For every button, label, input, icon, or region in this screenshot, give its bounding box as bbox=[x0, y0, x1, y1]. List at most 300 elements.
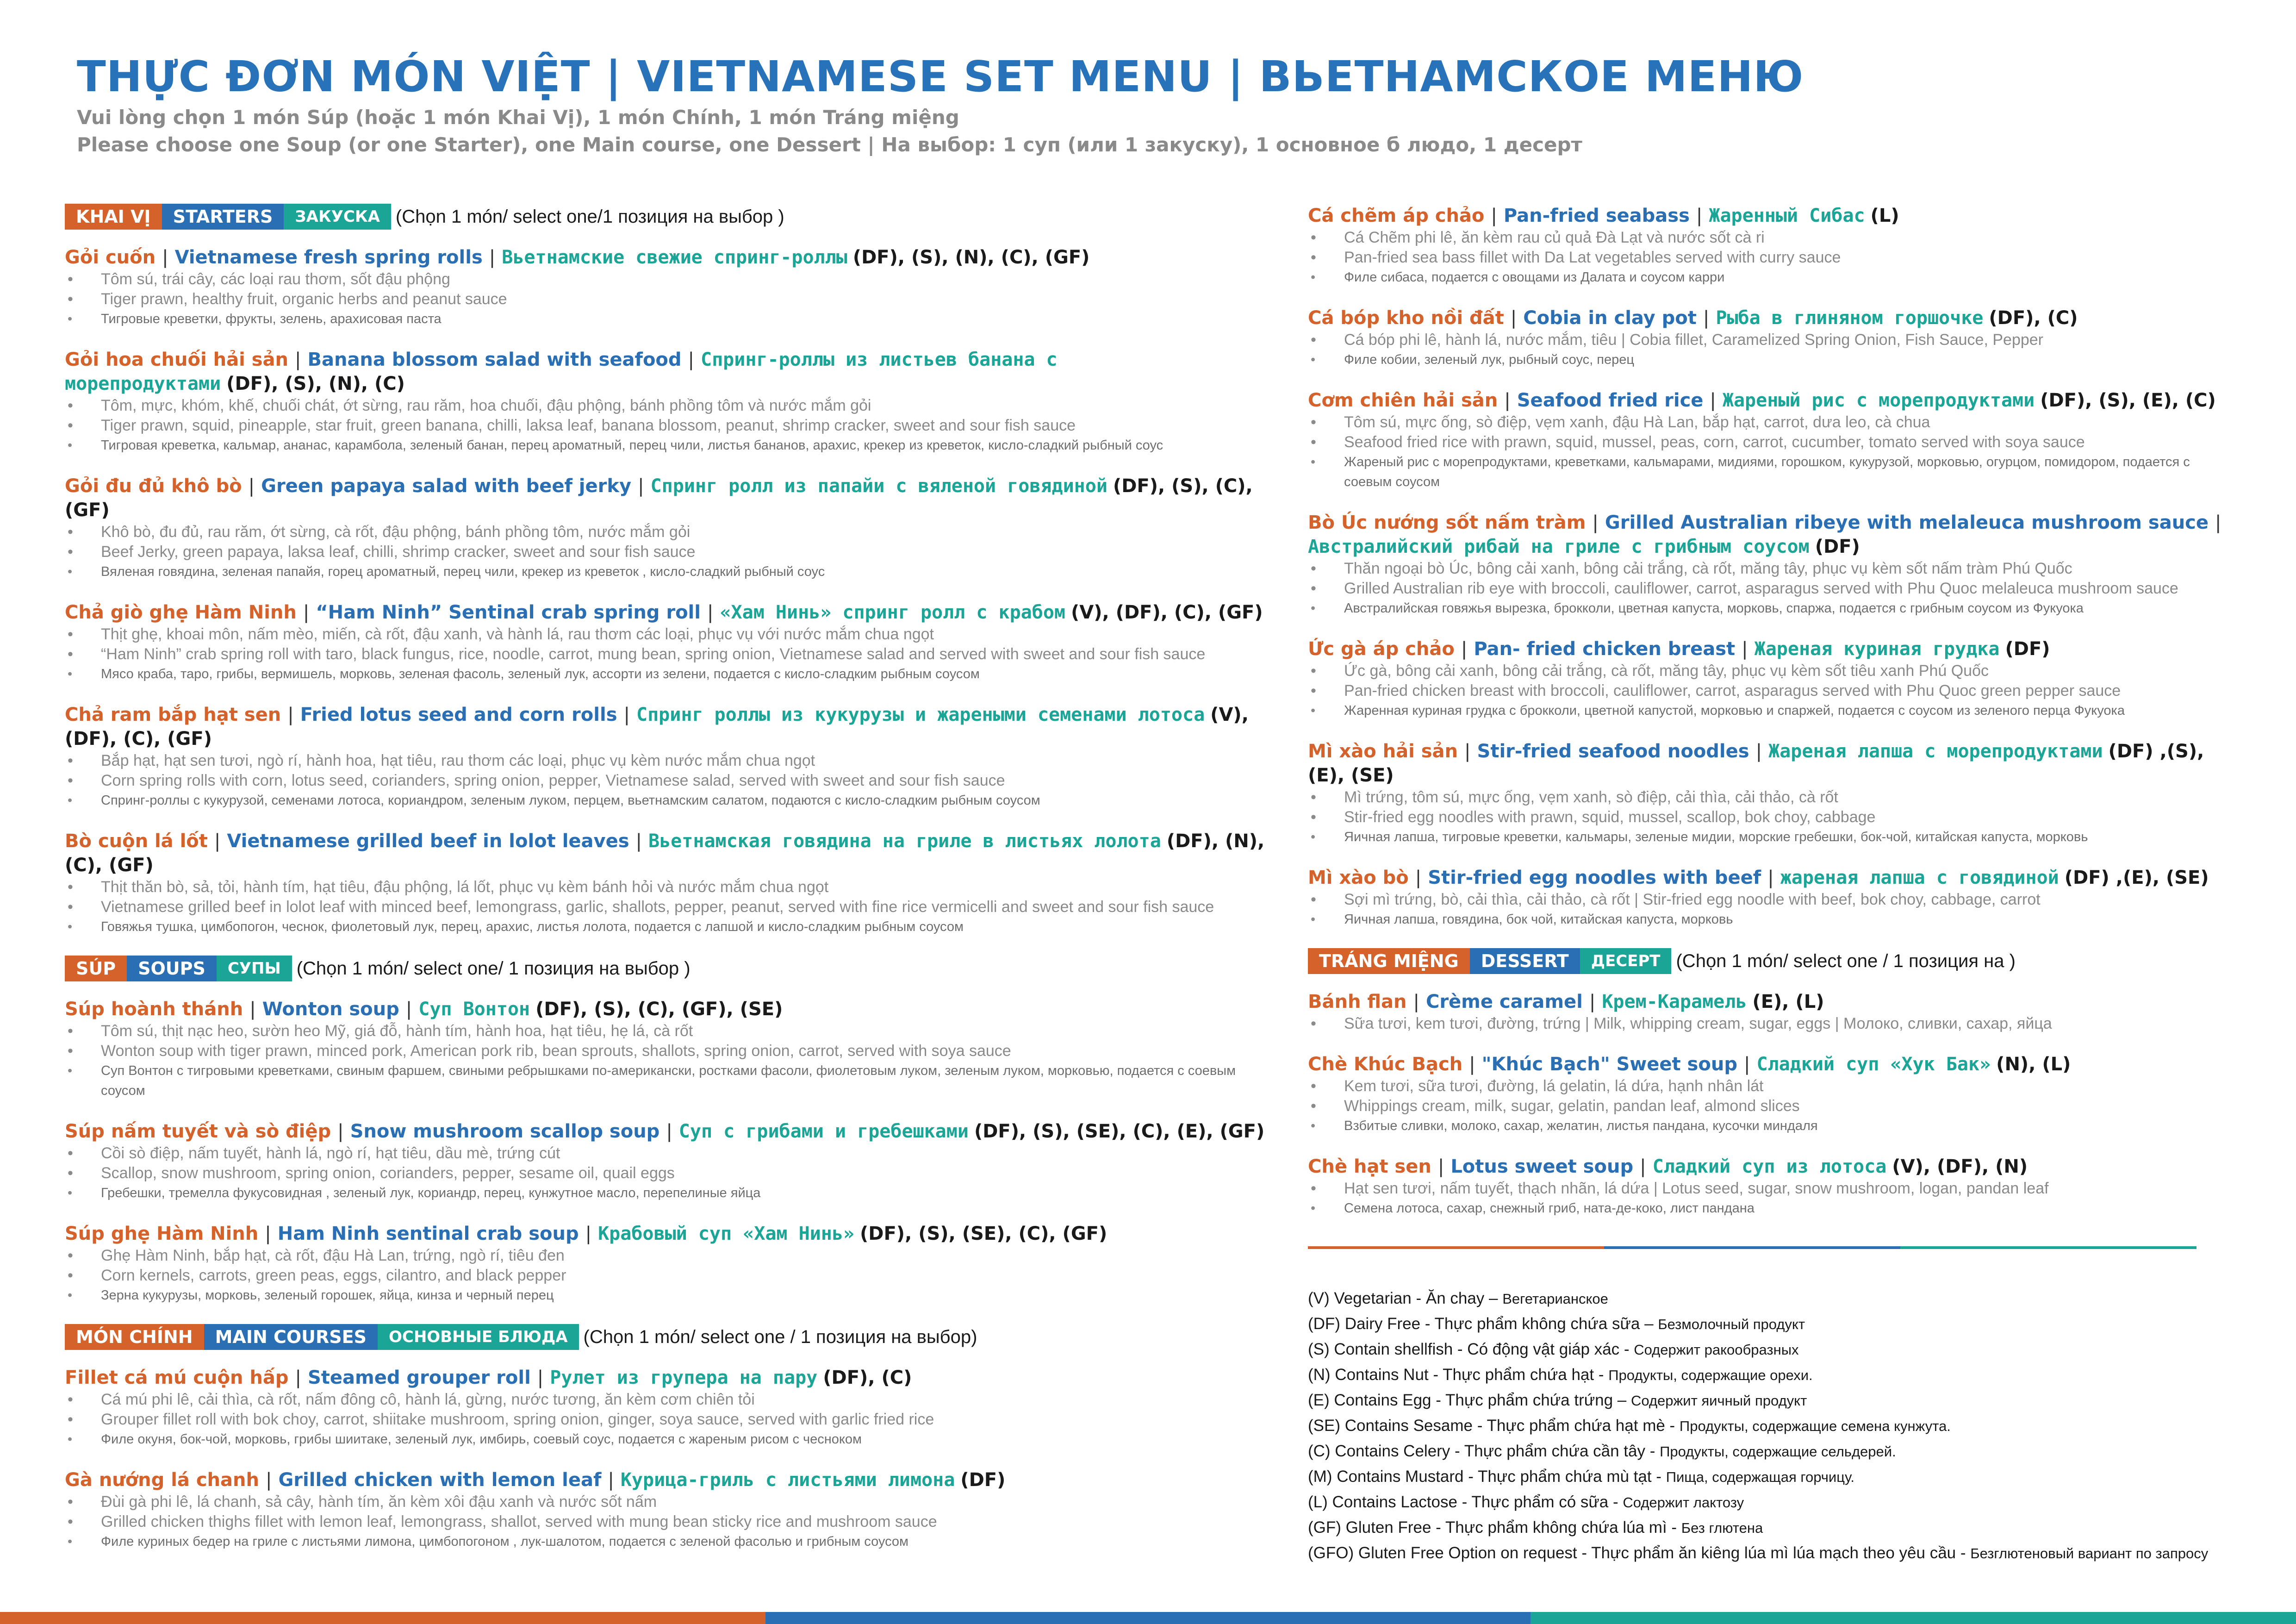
select-note: (Chọn 1 món/ select one/ 1 позиция на выбор ) bbox=[296, 958, 691, 979]
dish-title bbox=[1308, 1155, 2234, 1179]
dish-name-ru: Сладкий суп из лотоса bbox=[1652, 1156, 1887, 1177]
menu-item bbox=[65, 829, 1282, 937]
separator: | bbox=[337, 1121, 344, 1142]
separator: | bbox=[608, 1469, 614, 1491]
dish-description bbox=[68, 1390, 1282, 1449]
legend-main: (GF) Gluten Free - Thực phẩm không chứa lúa mì - bbox=[1308, 1518, 1681, 1537]
dietary-codes: (DF), (S), (SE), (C), (E), (GF) bbox=[974, 1121, 1265, 1142]
dietary-codes: (E), (L) bbox=[1752, 991, 1824, 1012]
dietary-codes: (DF), (S), (C), (GF), (SE) bbox=[535, 999, 783, 1020]
legend-ru: Продукты, содержащие сельдерей. bbox=[1660, 1443, 1896, 1460]
dish-title bbox=[65, 703, 1282, 751]
menu-item bbox=[65, 600, 1282, 684]
separator: | bbox=[1755, 741, 1762, 762]
subtitle-vietnamese: Vui lòng chọn 1 món Súp (hoặc 1 món Khai Vị), 1 món Chính, 1 món Tráng miệng bbox=[77, 106, 959, 129]
dish-name-ru: Рулет из групера на пару bbox=[550, 1367, 818, 1388]
menu-item bbox=[65, 1366, 1282, 1449]
dish-name-en: Lotus sweet soup bbox=[1450, 1156, 1634, 1177]
description-line: • Pan-fried chicken breast with broccoli, cauliflower, carrot, asparagus served with Phu Quoc green pepper sauce bbox=[1311, 681, 2234, 701]
dish-name-ru: Спринг роллы из кукурузы и жареными семенами лотоса bbox=[636, 704, 1205, 725]
legend-main: (V) Vegetarian - Ăn chay – bbox=[1308, 1289, 1503, 1307]
dish-description bbox=[1311, 412, 2234, 492]
tag-en: MAIN COURSES bbox=[204, 1324, 378, 1350]
dish-description bbox=[1311, 661, 2234, 721]
legend-ru: Продукты, содержащие семена кунжута. bbox=[1679, 1418, 1951, 1434]
separator: | bbox=[489, 247, 496, 268]
dish-name-vi: Cá bóp kho nồi đất bbox=[1308, 307, 1504, 329]
description-line: • Sợi mì trứng, bò, cải thìa, cải thảo, cà rốt | Stir-fried egg noodle with beef, bok choy, cabbage, carrot bbox=[1311, 890, 2234, 910]
page-title: THỰC ĐƠN MÓN VIỆT | VIETNAMESE SET MENU | ВЬЕТНАМСКОЕ МЕНЮ bbox=[77, 52, 1804, 101]
menu-item bbox=[65, 1468, 1282, 1552]
tag-vi: SÚP bbox=[65, 956, 127, 981]
legend-entry bbox=[1308, 1413, 2234, 1439]
subtitle-english-russian: Please choose one Soup (or one Starter), one Main course, one Dessert | На выбор: 1 суп (или 1 закуску), 1 основное б людо, 1 десерт bbox=[77, 133, 1582, 156]
separator: | bbox=[295, 349, 301, 370]
legend-entry bbox=[1308, 1362, 2234, 1388]
dish-title bbox=[1308, 739, 2234, 787]
mains-list-right bbox=[1308, 204, 2234, 930]
legend-ru: Продукты, содержащие орехи. bbox=[1608, 1367, 1813, 1383]
legend-ru: Вегетарианское bbox=[1502, 1291, 1608, 1307]
separator: | bbox=[1592, 512, 1599, 533]
description-line-ru: • Взбитые сливки, молоко, сахар, желатин, листья пандана, кусочки миндаля bbox=[1311, 1116, 2234, 1136]
separator: | bbox=[1510, 307, 1517, 329]
dish-name-en: Green papaya salad with beef jerky bbox=[261, 475, 632, 497]
dish-description bbox=[68, 396, 1282, 456]
description-line: • Thăn ngoại bò Úc, bông cải xanh, bông cải trắng, cà rốt, măng tây, phục vụ kèm sốt nấm tràm Phú Quốc bbox=[1311, 559, 2234, 579]
dietary-codes: (DF) bbox=[1815, 536, 1860, 557]
dish-title bbox=[1308, 204, 2234, 228]
description-line: • Grilled chicken thighs fillet with lemon leaf, lemongrass, shallot, served with mung bean sticky rice and mushroom sauce bbox=[68, 1512, 1282, 1532]
separator: | bbox=[1767, 867, 1774, 888]
tag-en: SOUPS bbox=[127, 956, 217, 981]
dish-name-vi: Cá chẽm áp chảo bbox=[1308, 205, 1485, 226]
dish-name-ru: Австралийский рибай на гриле с грибным соусом bbox=[1308, 536, 1810, 557]
menu-item bbox=[1308, 637, 2234, 721]
description-line-ru: • Семена лотоса, сахар, снежный гриб, ната-де-коко, лист пандана bbox=[1311, 1199, 2234, 1218]
separator: | bbox=[1742, 638, 1748, 660]
description-line: • Corn kernels, carrots, green peas, eggs, cilantro, and black pepper bbox=[68, 1266, 1282, 1286]
dietary-codes: (DF), (N), (C), (GF) bbox=[65, 831, 1265, 876]
dish-title bbox=[1308, 866, 2234, 890]
dietary-codes: (DF), (C) bbox=[823, 1367, 912, 1388]
dietary-codes: (DF), (C) bbox=[1989, 307, 2078, 329]
dish-name-en: "Khúc Bạch" Sweet soup bbox=[1481, 1054, 1737, 1075]
separator: | bbox=[1413, 991, 1419, 1012]
menu-item bbox=[1308, 388, 2234, 492]
description-line-ru: • Спринг-роллы с кукурузой, семенами лотоса, кориандром, зеленым луком, перцем, вьетнамским салатом, подаются с кисло-сладким рыбным соусом bbox=[68, 791, 1282, 811]
dish-name-ru: Спринг ролл из папайи с вяленой говядиной bbox=[650, 475, 1108, 497]
dietary-codes: (DF), (S), (E), (C) bbox=[2040, 390, 2216, 411]
dish-name-vi: Bò cuộn lá lốt bbox=[65, 831, 208, 852]
description-line-ru: • Зерна кукурузы, морковь, зеленый горошек, яйца, кинза и черный перец bbox=[68, 1286, 1282, 1305]
select-note: (Chọn 1 món/ select one/1 позиция на выбор ) bbox=[395, 206, 784, 227]
dish-name-ru: Жареная лапша с морепродуктами bbox=[1768, 741, 2103, 762]
dish-name-ru: «Хам Нинь» спринг ролл с крабом bbox=[720, 602, 1066, 623]
separator: | bbox=[1504, 390, 1511, 411]
description-line: • Khô bò, đu đủ, rau răm, ớt sừng, cà rốt, đậu phộng, bánh phồng tôm, nước mắm gỏi bbox=[68, 522, 1282, 542]
dish-description bbox=[1311, 330, 2234, 370]
menu-item bbox=[65, 997, 1282, 1101]
description-line: • Tiger prawn, healthy fruit, organic herbs and peanut sauce bbox=[68, 289, 1282, 309]
dish-name-en: Crème caramel bbox=[1425, 991, 1583, 1012]
description-line-ru: • Суп Вонтон с тигровыми креветками, свиным фаршем, свиными ребрышками по-американски, ростками фасоли, фиолетовым луком, зеленым луком, морковью, подается с соевым соусом bbox=[68, 1061, 1282, 1101]
legend-ru: Содержит яичный продукт bbox=[1631, 1393, 1807, 1409]
section-header-starters bbox=[65, 204, 1282, 230]
separator: | bbox=[1703, 307, 1710, 329]
dish-title bbox=[1308, 990, 2234, 1014]
dish-name-en: Stir-fried egg noodles with beef bbox=[1428, 867, 1761, 888]
dish-description bbox=[1311, 1076, 2234, 1136]
dish-name-vi: Chả ram bắp hạt sen bbox=[65, 704, 281, 725]
dietary-codes: (DF) ,(E), (SE) bbox=[2064, 867, 2209, 888]
dish-title bbox=[65, 245, 1282, 269]
description-line: • Wonton soup with tiger prawn, minced pork, American pork rib, bean sprouts, shallots, spring onion, carrot, served with soya sauce bbox=[68, 1041, 1282, 1061]
dish-name-vi: Gỏi hoa chuối hải sản bbox=[65, 349, 288, 370]
tag-ru: ДЕСЕРТ bbox=[1580, 948, 1672, 974]
mains-list-left bbox=[65, 1366, 1282, 1552]
dish-description bbox=[1311, 559, 2234, 618]
dietary-codes: (N), (L) bbox=[1996, 1054, 2071, 1075]
dish-title bbox=[65, 1119, 1282, 1143]
description-line: • Sữa tươi, kem tươi, đường, trứng | Milk, whipping cream, sugar, eggs | Молоко, сливки, сахар, яйца bbox=[1311, 1014, 2234, 1034]
menu-item bbox=[65, 1222, 1282, 1305]
dish-title bbox=[1308, 388, 2234, 412]
separator: | bbox=[248, 475, 255, 497]
description-line: • Tôm, mực, khóm, khế, chuối chát, ớt sừng, rau răm, hoa chuối, đậu phộng, bánh phồng tôm và nước mắm gỏi bbox=[68, 396, 1282, 416]
dish-description bbox=[1311, 890, 2234, 930]
menu-item bbox=[1308, 739, 2234, 847]
tag-en: STARTERS bbox=[162, 204, 284, 230]
dish-name-vi: Súp hoành thánh bbox=[65, 999, 243, 1020]
description-line: • Vietnamese grilled beef in lolot leaf with minced beef, lemongrass, garlic, shallots, pepper, peanut, served with fine rice vermicelli and sweet and sour fish sauce bbox=[68, 897, 1282, 917]
tag-ru: ЗАКУСКА bbox=[284, 204, 391, 230]
dietary-codes: (DF), (S), (SE), (C), (GF) bbox=[859, 1223, 1108, 1244]
dish-name-vi: Gỏi cuốn bbox=[65, 247, 156, 268]
legend-entry bbox=[1308, 1464, 2234, 1490]
dish-name-vi: Gà nướng lá chanh bbox=[65, 1469, 259, 1491]
description-line: • Scallop, snow mushroom, spring onion, corianders, pepper, sesame oil, quail eggs bbox=[68, 1163, 1282, 1183]
legend-ru: Содержит ракообразных bbox=[1634, 1342, 1799, 1358]
dish-name-en: Fried lotus seed and corn rolls bbox=[300, 704, 617, 725]
dish-name-ru: Крабовый суп «Хам Нинь» bbox=[598, 1223, 854, 1244]
description-line-ru: • Австралийская говяжья вырезка, брокколи, цветная капуста, морковь, спаржа, подается с грибным соусом из Фукуока bbox=[1311, 599, 2234, 618]
starters-list bbox=[65, 245, 1282, 937]
tag-vi: MÓN CHÍNH bbox=[65, 1324, 204, 1350]
description-line: • Seafood fried rice with prawn, squid, mussel, peas, corn, carrot, cucumber, tomato served with soya sauce bbox=[1311, 432, 2234, 452]
dish-name-ru: Суп с грибами и гребешками bbox=[678, 1121, 969, 1142]
separator: | bbox=[1461, 638, 1468, 660]
dish-description bbox=[68, 1246, 1282, 1305]
separator: | bbox=[1743, 1054, 1750, 1075]
dietary-codes: (DF), (S), (N), (C) bbox=[226, 373, 405, 394]
separator: | bbox=[635, 831, 642, 852]
menu-item bbox=[65, 245, 1282, 329]
legend-entry bbox=[1308, 1337, 2234, 1362]
legend-entry bbox=[1308, 1515, 2234, 1541]
description-line-ru: • Вяленая говядина, зеленая папайя, горец ароматный, перец чили, крекер из креветок , кисло-сладкий рыбный соус bbox=[68, 562, 1282, 582]
dish-name-vi: Súp ghẹ Hàm Ninh bbox=[65, 1223, 259, 1244]
dish-name-en: Pan-fried seabass bbox=[1503, 205, 1690, 226]
legend-entry bbox=[1308, 1490, 2234, 1515]
legend-entry bbox=[1308, 1388, 2234, 1413]
description-line: • Corn spring rolls with corn, lotus seed, corianders, spring onion, pepper, Vietnamese salad, served with sweet and sour fish sauce bbox=[68, 771, 1282, 791]
description-line: • Ức gà, bông cải xanh, bông cải trắng, cà rốt, măng tây, phục vụ kèm sốt tiêu xanh Phú Quốc bbox=[1311, 661, 2234, 681]
description-line-ru: • Тигровые креветки, фрукты, зелень, арахисовая паста bbox=[68, 309, 1282, 329]
description-line-ru: • Гребешки, тремелла фукусовидная , зеленый лук, кориандр, перец, кунжутное масло, перепелиные яйца bbox=[68, 1183, 1282, 1203]
dietary-codes: (DF) bbox=[2005, 638, 2050, 660]
description-line: • Đùi gà phi lê, lá chanh, sả cây, hành tím, ăn kèm xôi đậu xanh và nước sốt nấm bbox=[68, 1492, 1282, 1512]
separator: | bbox=[585, 1223, 592, 1244]
separator: | bbox=[623, 704, 630, 725]
description-line: • Mì trứng, tôm sú, mực ống, vẹm xanh, sò điệp, cải thìa, cải thảo, cà rốt bbox=[1311, 787, 2234, 807]
dish-description bbox=[68, 877, 1282, 937]
dish-name-ru: Рыба в глиняном горшочке bbox=[1716, 307, 1984, 329]
menu-item bbox=[1308, 990, 2234, 1034]
menu-item bbox=[65, 703, 1282, 811]
description-line: • Stir-fried egg noodles with prawn, squid, mussel, scallop, bok choy, cabbage bbox=[1311, 807, 2234, 827]
dish-name-ru: Курица-гриль с листьями лимона bbox=[620, 1469, 955, 1491]
description-line: • Grilled Australian rib eye with broccoli, cauliflower, carrot, asparagus served with Phu Quoc melaleuca mushroom sauce bbox=[1311, 579, 2234, 599]
dish-name-en: Steamed grouper roll bbox=[308, 1367, 531, 1388]
description-line-ru: • Филе куриных бедер на гриле с листьями лимона, цимбопогоном , лук-шалотом, подается с зеленой фасолью и грибным соусом bbox=[68, 1532, 1282, 1552]
separator: | bbox=[1464, 741, 1471, 762]
description-line-ru: • Мясо краба, таро, грибы, вермишель, морковь, зеленая фасоль, зеленый лук, ассорти из зелени, подается с кисло-сладким рыбным соусом bbox=[68, 664, 1282, 684]
dish-name-vi: Bò Úc nướng sốt nấm tràm bbox=[1308, 512, 1586, 533]
separator: | bbox=[1640, 1156, 1646, 1177]
menu-item bbox=[1308, 1052, 2234, 1136]
dish-title bbox=[1308, 306, 2234, 330]
legend-entry bbox=[1308, 1439, 2234, 1464]
separator: | bbox=[265, 1223, 271, 1244]
legend-divider bbox=[1308, 1246, 2196, 1249]
tag-ru: ОСНОВНЫЕ БЛЮДА bbox=[378, 1324, 579, 1350]
description-line: • Cá bóp phi lê, hành lá, nước mắm, tiêu | Cobia fillet, Caramelized Spring Onion, Fish Sauce, Pepper bbox=[1311, 330, 2234, 350]
tag-vi: TRÁNG MIỆNG bbox=[1308, 948, 1470, 974]
description-line-ru: • Говяжья тушка, цимбопогон, чеснок, фиолетовый лук, перец, арахис, листья лолота, подается с лапшой и кисло-сладким рыбным соусом bbox=[68, 917, 1282, 937]
select-note: (Chọn 1 món/ select one / 1 позиция на выбор) bbox=[583, 1326, 977, 1347]
menu-item bbox=[1308, 866, 2234, 930]
desserts-list bbox=[1308, 990, 2234, 1218]
legend-entry bbox=[1308, 1312, 2234, 1337]
menu-item bbox=[1308, 306, 2234, 370]
menu-item bbox=[1308, 511, 2234, 618]
description-line: • Thịt ghẹ, khoai môn, nấm mèo, miến, cà rốt, đậu xanh, và hành lá, rau thơm các loại, phục vụ với nước mắm chua ngọt bbox=[68, 625, 1282, 644]
dish-description bbox=[68, 1492, 1282, 1552]
dish-name-ru: Суп Вонтон bbox=[418, 999, 530, 1020]
bottom-color-bar bbox=[0, 1612, 2296, 1624]
separator: | bbox=[295, 1367, 301, 1388]
dish-name-ru: Сладкий суп «Хук Бак» bbox=[1756, 1054, 1991, 1075]
tag-ru: СУПЫ bbox=[217, 956, 292, 981]
dish-title bbox=[65, 1366, 1282, 1390]
description-line: • Kem tươi, sữa tươi, đường, lá gelatin, lá dứa, hạnh nhân lát bbox=[1311, 1076, 2234, 1096]
dish-title bbox=[65, 1222, 1282, 1246]
dietary-codes: (DF) ,(S), (E), (SE) bbox=[1308, 741, 2204, 786]
description-line: • Beef Jerky, green papaya, laksa leaf, chilli, shrimp cracker, sweet and sour fish sauce bbox=[68, 542, 1282, 562]
left-column bbox=[65, 204, 1282, 1570]
dietary-codes: (V), (DF), (C), (GF) bbox=[65, 704, 1249, 750]
legend-main: (N) Contains Nut - Thực phẩm chứa hạt - bbox=[1308, 1366, 1609, 1384]
dish-title bbox=[65, 997, 1282, 1021]
dish-description bbox=[68, 522, 1282, 582]
legend-ru: Пища, содержащая горчицу. bbox=[1666, 1469, 1855, 1485]
dish-title bbox=[1308, 1052, 2234, 1076]
description-line-ru: • Яичная лапша, тигровые креветки, кальмары, зеленые мидии, морские гребешки, бок-чой, китайская капуста, морковь bbox=[1311, 827, 2234, 847]
dish-name-vi: Chả giò ghẹ Hàm Ninh bbox=[65, 602, 297, 623]
menu-item bbox=[1308, 204, 2234, 287]
description-line: • Cá Chẽm phi lê, ăn kèm rau củ quả Đà Lạt và nước sốt cà ri bbox=[1311, 228, 2234, 248]
section-header-desserts bbox=[1308, 948, 2234, 974]
dish-description bbox=[68, 625, 1282, 684]
dish-description bbox=[68, 269, 1282, 329]
separator: | bbox=[1696, 205, 1703, 226]
dish-name-ru: Вьетнамская говядина на гриле в листьях лолота bbox=[648, 831, 1161, 852]
description-line: • Tôm sú, mực ống, sò điệp, vẹm xanh, đậu Hà Lan, bắp hạt, carrot, dưa leo, cà chua bbox=[1311, 412, 2234, 432]
legend-main: (L) Contains Lactose - Thực phẩm có sữa - bbox=[1308, 1493, 1623, 1511]
dietary-codes: (L) bbox=[1870, 205, 1899, 226]
description-line: • Tôm sú, trái cây, các loại rau thơm, sốt đậu phộng bbox=[68, 269, 1282, 289]
separator: | bbox=[1589, 991, 1596, 1012]
dish-name-en: Snow mushroom scallop soup bbox=[350, 1121, 660, 1142]
legend-main: (SE) Contains Sesame - Thực phẩm chứa hạt mè - bbox=[1308, 1417, 1680, 1435]
dish-title bbox=[65, 829, 1282, 877]
separator: | bbox=[214, 831, 221, 852]
section-header-soups bbox=[65, 956, 1282, 981]
dish-name-en: Vietnamese fresh spring rolls bbox=[174, 247, 483, 268]
menu-item bbox=[65, 348, 1282, 456]
separator: | bbox=[638, 475, 644, 497]
dish-name-vi: Mì xào bò bbox=[1308, 867, 1409, 888]
legend-main: (DF) Dairy Free - Thực phẩm không chứa sữa – bbox=[1308, 1315, 1658, 1333]
legend-main: (GFO) Gluten Free Option on request - Thực phẩm ăn kiêng lúa mì lúa mạch theo yêu cầu - bbox=[1308, 1544, 1971, 1562]
dish-name-vi: Cơm chiên hải sản bbox=[1308, 390, 1498, 411]
dietary-codes: (V), (DF), (C), (GF) bbox=[1071, 602, 1263, 623]
description-line: • “Ham Ninh” crab spring roll with taro, black fungus, rice, noodle, carrot, mung bean, spring onion, Vietnamese salad and served with sweet and sour fish sauce bbox=[68, 644, 1282, 664]
dietary-codes: (V), (DF), (N) bbox=[1892, 1156, 2028, 1177]
legend-main: (S) Contain shellfish - Có động vật giáp xác - bbox=[1308, 1340, 1634, 1358]
description-line-ru: • Филе окуня, бок-чой, морковь, грибы шиитаке, зеленый лук, имбирь, соевый соус, подается с жареным рисом с чесноком bbox=[68, 1430, 1282, 1449]
dish-name-vi: Chè hạt sen bbox=[1308, 1156, 1431, 1177]
dish-name-vi: Fillet cá mú cuộn hấp bbox=[65, 1367, 289, 1388]
dish-description bbox=[1311, 228, 2234, 287]
separator: | bbox=[265, 1469, 272, 1491]
separator: | bbox=[405, 999, 412, 1020]
dish-name-ru: Крем-Карамель bbox=[1602, 991, 1747, 1012]
dish-name-ru: жареная лапша с говядиной bbox=[1780, 867, 2059, 888]
separator: | bbox=[249, 999, 256, 1020]
dish-name-en: Cobia in clay pot bbox=[1523, 307, 1697, 329]
separator: | bbox=[162, 247, 168, 268]
dish-name-vi: Gỏi đu đủ khô bò bbox=[65, 475, 242, 497]
description-line: • Ghẹ Hàm Ninh, bắp hạt, cà rốt, đậu Hà Lan, trứng, ngò rí, tiêu đen bbox=[68, 1246, 1282, 1266]
dish-name-vi: Chè Khúc Bạch bbox=[1308, 1054, 1463, 1075]
dish-name-ru: Жаренный Сибас bbox=[1709, 205, 1865, 226]
dish-name-vi: Bánh flan bbox=[1308, 991, 1407, 1012]
tag-en: DESSERT bbox=[1470, 948, 1580, 974]
separator: | bbox=[1415, 867, 1422, 888]
dish-title bbox=[1308, 511, 2234, 559]
description-line-ru: • Яичная лапша, говядина, бок чой, китайская капуста, морковь bbox=[1311, 910, 2234, 930]
section-header-mains bbox=[65, 1324, 1282, 1350]
dish-description bbox=[68, 1021, 1282, 1101]
dish-name-en: Pan- fried chicken breast bbox=[1474, 638, 1736, 660]
right-column bbox=[1308, 204, 2234, 1566]
description-line: • Tiger prawn, squid, pineapple, star fruit, green banana, chilli, laksa leaf, banana blossom, peanut, shrimp cracker, sweet and sour fish sauce bbox=[68, 416, 1282, 436]
separator: | bbox=[303, 602, 310, 623]
dish-title bbox=[65, 600, 1282, 625]
dish-title bbox=[1308, 637, 2234, 661]
dish-name-en: Seafood fried rice bbox=[1517, 390, 1704, 411]
separator: | bbox=[537, 1367, 544, 1388]
legend-main: (C) Contains Celery - Thực phẩm chứa cần tây - bbox=[1308, 1442, 1660, 1460]
separator: | bbox=[1491, 205, 1497, 226]
description-line: • Tôm sú, thịt nạc heo, sườn heo Mỹ, giá đỗ, hành tím, hành hoa, hạt tiêu, hẹ lá, cà rốt bbox=[68, 1021, 1282, 1041]
separator: | bbox=[707, 602, 714, 623]
dish-name-ru: Жареная куриная грудка bbox=[1754, 638, 2000, 660]
separator: | bbox=[1469, 1054, 1475, 1075]
dish-name-en: Vietnamese grilled beef in lolot leaves bbox=[227, 831, 629, 852]
dish-name-ru: Вьетнамские свежие спринг-роллы bbox=[502, 247, 847, 268]
description-line: • Cồi sò điệp, nấm tuyết, hành lá, ngò rí, hạt tiêu, dầu mè, trứng cút bbox=[68, 1143, 1282, 1163]
dietary-codes: (DF) bbox=[960, 1469, 1006, 1491]
dish-description bbox=[1311, 1014, 2234, 1034]
separator: | bbox=[287, 704, 294, 725]
dish-name-vi: Ức gà áp chảo bbox=[1308, 638, 1455, 660]
dish-title bbox=[65, 1468, 1282, 1492]
dish-description bbox=[68, 751, 1282, 811]
separator: | bbox=[688, 349, 695, 370]
soups-list bbox=[65, 997, 1282, 1305]
description-line: • Bắp hạt, hạt sen tươi, ngò rí, hành hoa, hạt tiêu, rau thơm các loại, phục vụ kèm nước mắm chua ngọt bbox=[68, 751, 1282, 771]
separator: | bbox=[666, 1121, 672, 1142]
description-line-ru: • Тигровая креветка, кальмар, ананас, карамбола, зеленый банан, перец ароматный, перец чили, листья бананов, арахис, крекер из креветок, кисло-сладкий рыбный соус bbox=[68, 436, 1282, 456]
description-line-ru: • Жареный рис с морепродуктами, креветками, кальмарами, мидиями, горошком, кукурузой, морковью, огурцом, помидором, подается с соевым соусом bbox=[1311, 452, 2234, 492]
allergen-legend bbox=[1308, 1286, 2234, 1566]
separator: | bbox=[1437, 1156, 1444, 1177]
description-line-ru: • Филе сибаса, подается с овощами из Далата и соусом карри bbox=[1311, 268, 2234, 287]
legend-main: (E) Contains Egg - Thực phẩm chứa trứng – bbox=[1308, 1391, 1631, 1409]
legend-ru: Содержит лактозу bbox=[1623, 1494, 1744, 1511]
dish-name-en: Banana blossom salad with seafood bbox=[307, 349, 682, 370]
legend-entry bbox=[1308, 1541, 2234, 1566]
legend-entry bbox=[1308, 1286, 2234, 1312]
dish-name-en: Wonton soup bbox=[262, 999, 399, 1020]
select-note: (Chọn 1 món/ select one / 1 позиция на ) bbox=[1676, 950, 2016, 971]
dish-name-ru: Жареный рис с морепродуктами bbox=[1722, 390, 2035, 411]
dish-name-en: Grilled chicken with lemon leaf bbox=[278, 1469, 602, 1491]
dish-name-en: Grilled Australian ribeye with melaleuca mushroom sauce bbox=[1605, 512, 2209, 533]
separator: | bbox=[1710, 390, 1716, 411]
description-line-ru: • Жаренная куриная грудка с брокколи, цветной капустой, морковью и спаржей, подается с соусом из зеленого перца Фукуока bbox=[1311, 701, 2234, 721]
legend-main: (M) Contains Mustard - Thực phẩm chứa mù tạt - bbox=[1308, 1468, 1666, 1486]
dish-name-vi: Mì xào hải sản bbox=[1308, 741, 1458, 762]
dish-description bbox=[1311, 1179, 2234, 1218]
legend-ru: Безглютеновый вариант по запросу bbox=[1970, 1545, 2209, 1562]
dietary-codes: (DF), (S), (N), (C), (GF) bbox=[852, 247, 1090, 268]
description-line: • Hạt sen tươi, nấm tuyết, thạch nhãn, lá dứa | Lotus seed, sugar, snow mushroom, logan, pandan leaf bbox=[1311, 1179, 2234, 1199]
dish-description bbox=[1311, 787, 2234, 847]
dish-name-en: “Ham Ninh” Sentinal crab spring roll bbox=[316, 602, 701, 623]
dish-name-en: Stir-fried seafood noodles bbox=[1477, 741, 1749, 762]
legend-ru: Без глютена bbox=[1681, 1520, 1763, 1536]
separator: | bbox=[2215, 512, 2221, 533]
menu-header bbox=[77, 52, 2206, 156]
legend-ru: Безмолочный продукт bbox=[1658, 1316, 1805, 1332]
description-line: • Whippings cream, milk, sugar, gelatin, pandan leaf, almond slices bbox=[1311, 1096, 2234, 1116]
description-line: • Cá mú phi lê, cải thìa, cà rốt, nấm đông cô, hành lá, gừng, nước tương, ăn kèm cơm chiên tỏi bbox=[68, 1390, 1282, 1410]
menu-item bbox=[65, 1119, 1282, 1203]
